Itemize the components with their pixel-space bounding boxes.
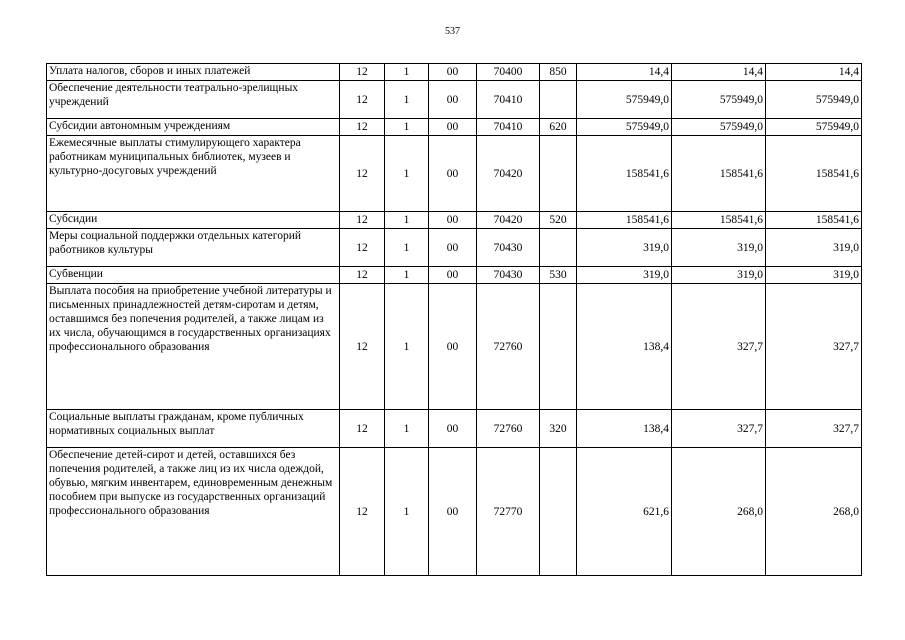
row-name: Субсидии bbox=[47, 212, 340, 229]
row-code-5: 850 bbox=[540, 64, 577, 81]
row-code-1: 12 bbox=[340, 212, 385, 229]
row-name: Социальные выплаты гражданам, кроме публичных нормативных социальных выплат bbox=[47, 410, 340, 448]
row-value-3: 268,0 bbox=[766, 448, 862, 576]
row-code-3: 00 bbox=[429, 410, 477, 448]
row-name: Ежемесячные выплаты стимулирующего характера работникам муниципальных библиотек, музеев и культурно-досуговых учреждений bbox=[47, 136, 340, 212]
row-code-5 bbox=[540, 284, 577, 410]
row-value-3: 158541,6 bbox=[766, 136, 862, 212]
budget-table bbox=[46, 63, 862, 576]
row-value-1: 319,0 bbox=[577, 267, 672, 284]
row-code-2: 1 bbox=[385, 410, 429, 448]
row-name: Субвенции bbox=[47, 267, 340, 284]
row-code-5: 520 bbox=[540, 212, 577, 229]
row-code-5: 320 bbox=[540, 410, 577, 448]
row-value-2: 327,7 bbox=[672, 410, 766, 448]
row-value-2: 327,7 bbox=[672, 284, 766, 410]
row-code-4: 70420 bbox=[477, 136, 540, 212]
row-value-3: 327,7 bbox=[766, 410, 862, 448]
row-value-2: 575949,0 bbox=[672, 81, 766, 119]
row-code-5: 620 bbox=[540, 119, 577, 136]
row-code-5 bbox=[540, 81, 577, 119]
row-value-1: 138,4 bbox=[577, 410, 672, 448]
row-code-2: 1 bbox=[385, 64, 429, 81]
row-value-2: 319,0 bbox=[672, 267, 766, 284]
row-code-1: 12 bbox=[340, 64, 385, 81]
row-code-3: 00 bbox=[429, 81, 477, 119]
row-value-2: 14,4 bbox=[672, 64, 766, 81]
row-code-4: 70410 bbox=[477, 81, 540, 119]
row-code-4: 70430 bbox=[477, 229, 540, 267]
row-name: Субсидии автономным учреждениям bbox=[47, 119, 340, 136]
row-code-5: 530 bbox=[540, 267, 577, 284]
row-code-5 bbox=[540, 136, 577, 212]
row-code-3: 00 bbox=[429, 119, 477, 136]
row-code-3: 00 bbox=[429, 212, 477, 229]
row-value-2: 158541,6 bbox=[672, 212, 766, 229]
row-code-1: 12 bbox=[340, 136, 385, 212]
row-code-3: 00 bbox=[429, 267, 477, 284]
row-value-2: 268,0 bbox=[672, 448, 766, 576]
page-number: 537 bbox=[445, 26, 460, 37]
row-code-2: 1 bbox=[385, 284, 429, 410]
row-code-1: 12 bbox=[340, 267, 385, 284]
row-code-3: 00 bbox=[429, 448, 477, 576]
row-value-3: 319,0 bbox=[766, 229, 862, 267]
row-value-2: 575949,0 bbox=[672, 119, 766, 136]
row-code-2: 1 bbox=[385, 136, 429, 212]
row-value-3: 158541,6 bbox=[766, 212, 862, 229]
row-value-1: 621,6 bbox=[577, 448, 672, 576]
table-row bbox=[47, 229, 862, 267]
table-row bbox=[47, 410, 862, 448]
row-code-2: 1 bbox=[385, 229, 429, 267]
row-value-2: 158541,6 bbox=[672, 136, 766, 212]
row-name: Выплата пособия на приобретение учебной литературы и письменных принадлежностей детям-сиротам и детям, оставшимся без попечения родителей, а также лицам из их числа, обучающимся в государственных организациях профессионального образования bbox=[47, 284, 340, 410]
row-value-1: 158541,6 bbox=[577, 212, 672, 229]
row-value-1: 14,4 bbox=[577, 64, 672, 81]
table-row bbox=[47, 448, 862, 576]
table-row bbox=[47, 212, 862, 229]
row-value-1: 575949,0 bbox=[577, 81, 672, 119]
table-row bbox=[47, 64, 862, 81]
row-code-2: 1 bbox=[385, 119, 429, 136]
row-code-1: 12 bbox=[340, 410, 385, 448]
table-row bbox=[47, 81, 862, 119]
row-code-2: 1 bbox=[385, 267, 429, 284]
row-name: Уплата налогов, сборов и иных платежей bbox=[47, 64, 340, 81]
row-code-1: 12 bbox=[340, 81, 385, 119]
row-value-3: 319,0 bbox=[766, 267, 862, 284]
row-value-1: 575949,0 bbox=[577, 119, 672, 136]
row-code-3: 00 bbox=[429, 136, 477, 212]
row-name: Обеспечение деятельности театрально-зрелищных учреждений bbox=[47, 81, 340, 119]
table-row bbox=[47, 284, 862, 410]
row-code-5 bbox=[540, 229, 577, 267]
row-name: Обеспечение детей-сирот и детей, оставшихся без попечения родителей, а также лиц из их числа одеждой, обувью, мягким инвентарем, единовременным денежным пособием при выпуске из государственных организаций профессионального образования bbox=[47, 448, 340, 576]
row-code-1: 12 bbox=[340, 284, 385, 410]
row-value-1: 319,0 bbox=[577, 229, 672, 267]
row-code-4: 70420 bbox=[477, 212, 540, 229]
table-row bbox=[47, 136, 862, 212]
row-value-1: 138,4 bbox=[577, 284, 672, 410]
row-code-5 bbox=[540, 448, 577, 576]
row-code-4: 70410 bbox=[477, 119, 540, 136]
row-value-3: 575949,0 bbox=[766, 119, 862, 136]
table-row bbox=[47, 267, 862, 284]
row-code-2: 1 bbox=[385, 212, 429, 229]
row-code-1: 12 bbox=[340, 229, 385, 267]
row-name: Меры социальной поддержки отдельных категорий работников культуры bbox=[47, 229, 340, 267]
row-code-4: 72770 bbox=[477, 448, 540, 576]
row-code-1: 12 bbox=[340, 448, 385, 576]
table-body bbox=[47, 64, 862, 576]
row-code-2: 1 bbox=[385, 448, 429, 576]
row-value-1: 158541,6 bbox=[577, 136, 672, 212]
row-code-4: 70430 bbox=[477, 267, 540, 284]
row-code-2: 1 bbox=[385, 81, 429, 119]
row-code-3: 00 bbox=[429, 64, 477, 81]
row-code-1: 12 bbox=[340, 119, 385, 136]
row-value-3: 575949,0 bbox=[766, 81, 862, 119]
row-code-4: 70400 bbox=[477, 64, 540, 81]
row-code-4: 72760 bbox=[477, 284, 540, 410]
row-value-3: 14,4 bbox=[766, 64, 862, 81]
row-code-3: 00 bbox=[429, 284, 477, 410]
table-row bbox=[47, 119, 862, 136]
row-code-4: 72760 bbox=[477, 410, 540, 448]
row-value-3: 327,7 bbox=[766, 284, 862, 410]
row-value-2: 319,0 bbox=[672, 229, 766, 267]
row-code-3: 00 bbox=[429, 229, 477, 267]
